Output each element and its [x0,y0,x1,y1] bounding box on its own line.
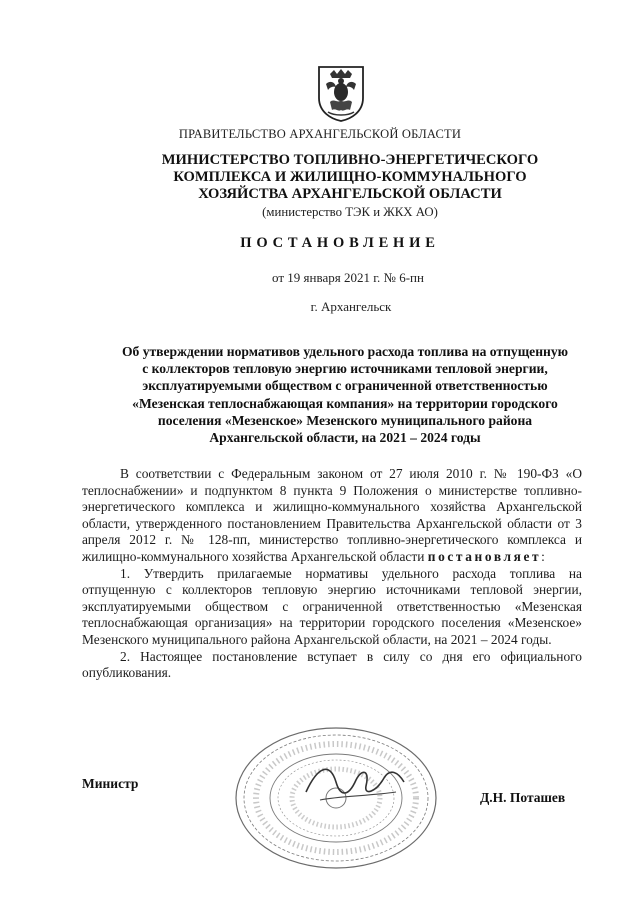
item-2-paragraph: 2. Настоящее постановление вступает в силу со дня его официального опубликования. [82,648,582,681]
title-line: Об утверждении нормативов удельного расхода топлива на отпущенную [121,344,569,359]
ministry-line: ХОЗЯЙСТВА АРХАНГЕЛЬСКОЙ ОБЛАСТИ [198,186,502,202]
ministry-line: МИНИСТЕРСТВО ТОПЛИВНО-ЭНЕРГЕТИЧЕСКОГО [161,152,539,168]
coat-of-arms-emblem [316,64,366,122]
title-line: «Мезенская теплоснабжающая компания» на территории городского [132,395,558,411]
document-date-number: от 19 января 2021 г. № 6-пн [272,270,424,285]
document-title [80,343,610,446]
document-type: ПОСТАНОВЛЕНИЕ [240,235,440,251]
document-body [82,466,582,682]
signatory-role: Министр [82,776,139,791]
decree-colon: : [541,548,545,564]
preamble-paragraph [82,466,582,566]
item-1-paragraph: 1. Утвердить прилагаемые нормативы удельного расхода топлива на отпущенную с коллекторов тепловую энергию источниками тепловой энергии, эксплуатируемыми обществом с ограниченной ответственностью «Мезенская теплоснабжающая организация» на территории городского поселения «Мезенское» Мезенского муниципального района Архангельской области, на 2021 – 2024 годы. [82,565,582,647]
title-line: эксплуатируемыми обществом с ограниченной ответственностью [142,378,548,394]
ministry-short-name: (министерство ТЭК и ЖКХ АО) [262,205,438,219]
handwritten-signature [300,752,410,812]
preamble-text: В соответствии с Федеральным законом от 27 июля 2010 г. № 190-ФЗ «О теплоснабжении» и подпунктом 8 пункта 9 Положения о министерстве топливно-энергетического комплекса и жилищно-коммунального хозяйства Архангельской области, утвержденного постановлением Правительства Архангельской области от 3 апреля 2012 г. № 128-пп, министерство топливно-энергетического комплекса и жилищно-коммунального хозяйства Архангельской области [82,466,582,564]
document-city: г. Архангельск [310,299,392,314]
decree-word: постановляет [427,548,542,564]
signatory-name: Д.Н. Поташев [480,790,566,805]
government-name: ПРАВИТЕЛЬСТВО АРХАНГЕЛЬСКОЙ ОБЛАСТИ [178,127,462,141]
title-line: с коллекторов тепловую энергию источниками тепловой энергии, [142,361,548,377]
title-line: поселения «Мезенское» Мезенского муниципального района [157,412,533,428]
ministry-line: КОМПЛЕКСА И ЖИЛИЩНО-КОММУНАЛЬНОГО [173,169,527,185]
ministry-name [120,152,580,203]
title-line: Архангельской области, на 2021 – 2024 годы [209,430,481,446]
